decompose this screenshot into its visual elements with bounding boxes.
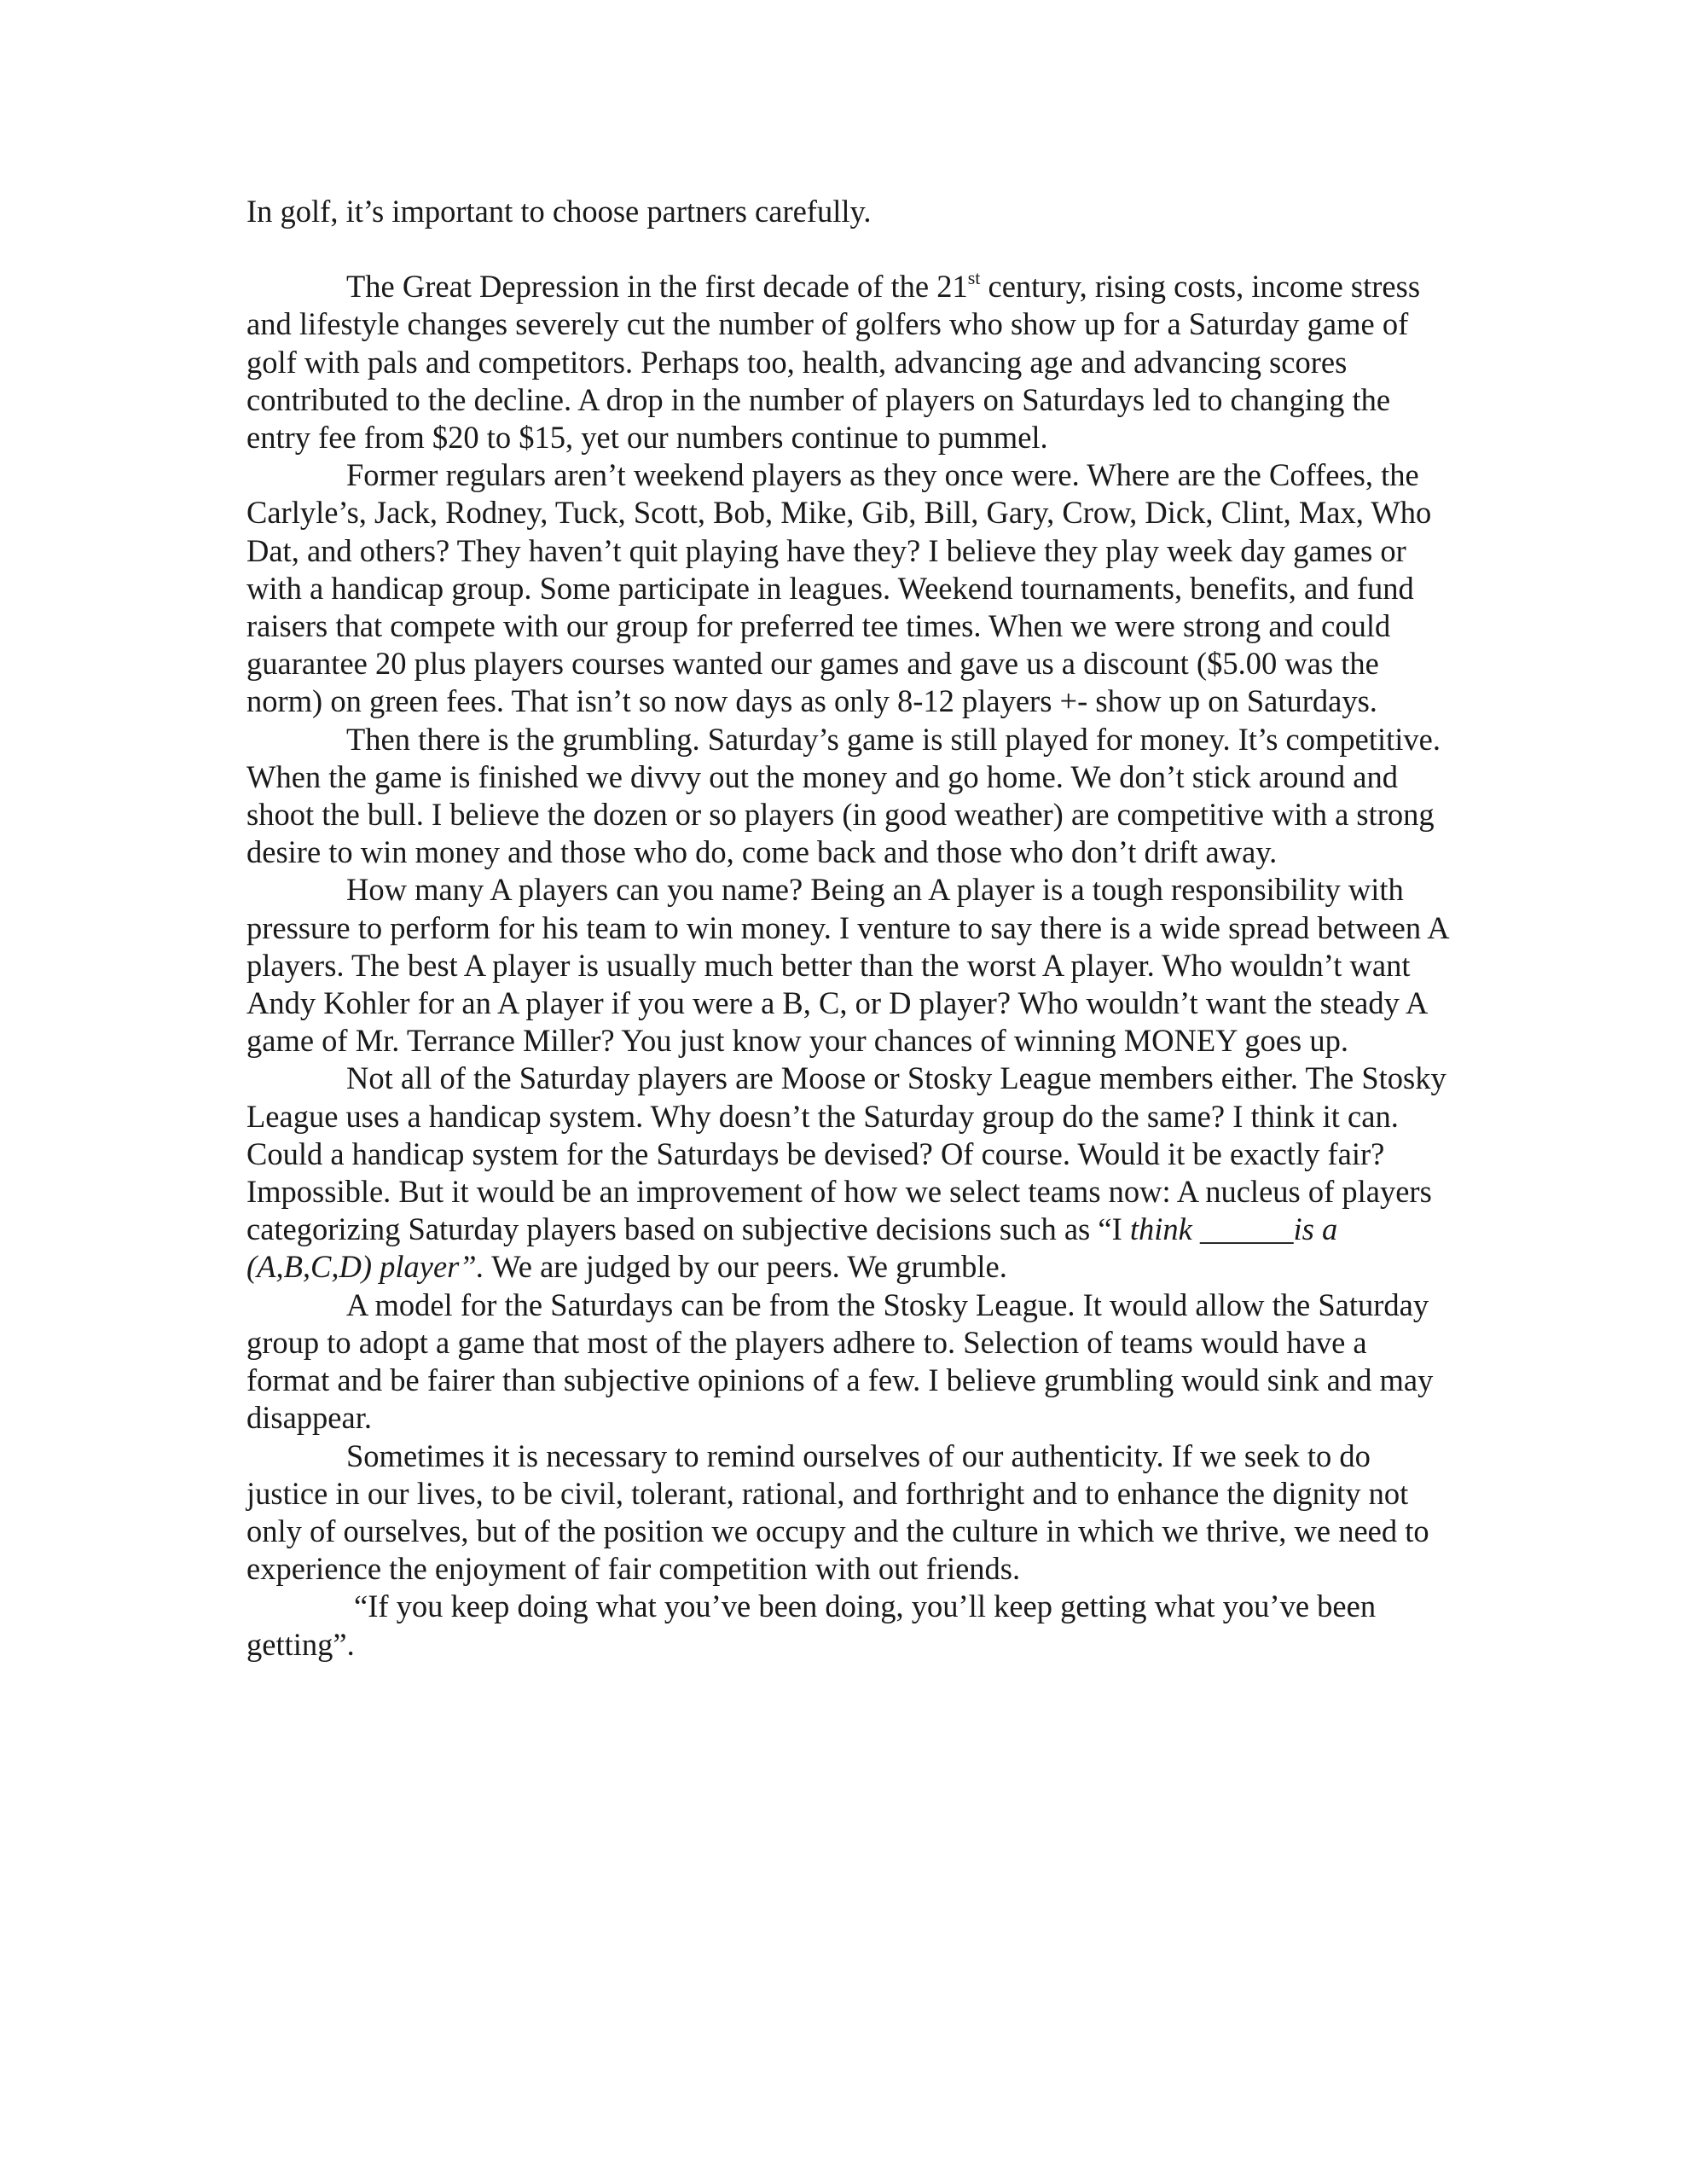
opening-line: In golf, it’s important to choose partners carefully. [246, 194, 872, 229]
ordinal-superscript: st [967, 267, 981, 289]
paragraph-text: We are judged by our peers. We grumble. [484, 1249, 1007, 1285]
paragraph-stosky-model: A model for the Saturdays can be from the Stosky League. It would allow the Saturday group to adopt a game that most of the players adhere to. Selection of teams would have a format and be fairer than subjective opinions of a few. I believe grumbling would sink and may disappear. [246, 1287, 1434, 1436]
paragraph-text: The Great Depression in the first decade of the 21 [346, 269, 968, 305]
paragraph-text: Not all of the Saturday players are Moose or Stosky League members either. The Stosky League uses a handicap system. Why doesn’t the Saturday group do the same? I think it can. Could a handicap system for the Saturdays be devised? Of course. Would it be exactly fair? Impossible. But it would be an improvement of how we select teams now: A nucleus of players categorizing Saturday players based on subjective decisions such as “I [246, 1060, 1446, 1247]
paragraph-text: century, rising costs, income stress and lifestyle changes severely cut the number of golfers who show up for a Saturday game of golf with pals and competitors. Perhaps too, health, advancing age and advancing scores contributed to the decline. A drop in the number of players on Saturdays led to changing the entry fee from $20 to $15, yet our numbers continue to pummel. [246, 269, 1421, 456]
closing-quote: “If you keep doing what you’ve been doing, you’ll keep getting what you’ve been getting”. [246, 1589, 1377, 1662]
paragraph-authenticity: Sometimes it is necessary to remind ourselves of our authenticity. If we seek to do justice in our lives, to be civil, tolerant, rational, and forthright and to enhance the dignity not only of ourselves, but of the position we occupy and the culture in which we thrive, we need to experience the enjoyment of fair competition with out friends. [246, 1438, 1429, 1587]
italic-phrase: think ______is a (A,B,C,D) player”. [246, 1211, 1338, 1285]
paragraph-grumbling: Then there is the grumbling. Saturday’s game is still played for money. It’s competitive. When the game is finished we divvy out the money and go home. We don’t stick around and shoot the bull. I believe the dozen or so players (in good weather) are competitive with a strong desire to win money and those who do, come back and those who don’t drift away. [246, 721, 1441, 870]
paragraph-former-regulars: Former regulars aren’t weekend players as they once were. Where are the Coffees, the Carlyle’s, Jack, Rodney, Tuck, Scott, Bob, Mike, Gib, Bill, Gary, Crow, Dick, Clint, Max, Who Dat, and others? They haven’t quit playing have they? I believe they play week day games or with a handicap group. Some participate in leagues. Weekend tournaments, benefits, and fund raisers that compete with our group for preferred tee times. When we were strong and could guarantee 20 plus players courses wanted our games and gave us a discount ($5.00 was the norm) on green fees. That isn’t so now days as only 8-12 players +- show up on Saturdays. [246, 457, 1432, 719]
paragraph-a-players: How many A players can you name? Being an A player is a tough responsibility with pressure to perform for his team to win money. I venture to say there is a wide spread between A players. The best A player is usually much better than the worst A player. Who wouldn’t want Andy Kohler for an A player if you were a B, C, or D player? Who wouldn’t want the steady A game of Mr. Terrance Miller? You just know your chances of winning MONEY goes up. [246, 872, 1448, 1059]
document-body [246, 193, 1458, 1664]
paragraph-handicap-system [246, 1060, 1458, 1286]
paragraph-great-depression [246, 268, 1458, 456]
